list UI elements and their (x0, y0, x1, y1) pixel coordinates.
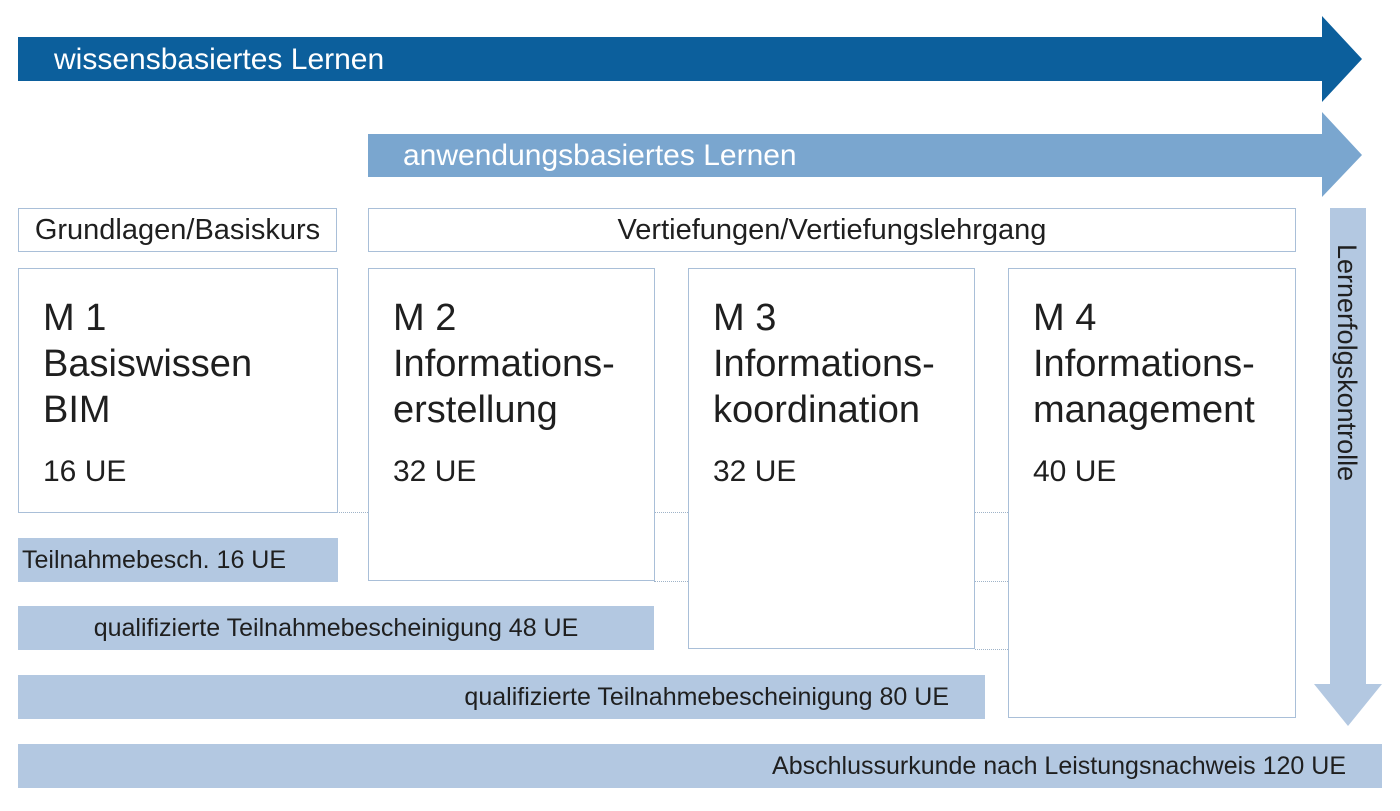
application-arrow-label: anwendungsbasiertes Lernen (403, 139, 797, 172)
module-m3-hours: 32 UE (713, 455, 797, 488)
module-m1 (18, 268, 338, 513)
certificate-48-label: qualifizierte Teilnahmebescheinigung 48 UE (93, 613, 579, 642)
certificate-16-label: Teilnahmebesch. 16 UE (22, 545, 287, 574)
module-m4 (1008, 268, 1296, 718)
module-m3-title: M 3 Informations- koordination (713, 297, 935, 431)
knowledge-arrow-label: wissensbasiertes Lernen (54, 43, 385, 76)
module-m1-hours: 16 UE (43, 455, 127, 488)
module-m1-title: M 1 Basiswissen BIM (43, 297, 253, 431)
certificate-48-bar (18, 606, 654, 650)
certificate-16-bar (18, 538, 338, 582)
basics-header: Grundlagen/Basiskurs (18, 208, 337, 252)
assessment-arrow-label: Lernerfolgskontrolle (1332, 244, 1362, 482)
final-certificate-bar (18, 744, 1382, 788)
certificate-80-label: qualifizierte Teilnahmebescheinigung 80 UE (464, 682, 949, 711)
module-m2-title: M 2 Informations- erstellung (393, 297, 615, 431)
module-m4-hours: 40 UE (1033, 455, 1117, 488)
module-m3 (688, 268, 975, 649)
module-m2 (368, 268, 655, 581)
module-m2-hours: 32 UE (393, 455, 477, 488)
module-m4-title: M 4 Informations- management (1033, 297, 1255, 431)
advanced-header: Vertiefungen/Vertiefungslehrgang (368, 208, 1296, 252)
final-certificate-label: Abschlussurkunde nach Leistungsnachweis 120 UE (772, 751, 1346, 780)
certificate-80-bar (18, 675, 985, 719)
